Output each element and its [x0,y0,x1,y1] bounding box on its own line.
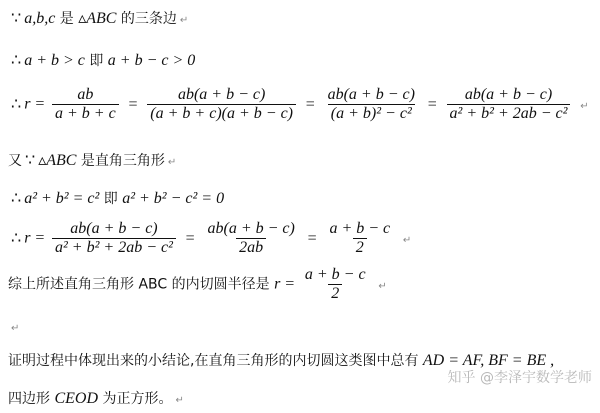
text: 证明过程中体现出来的小结论,在直角三角形的内切圆这类图中总有 [8,353,423,369]
fraction: $\frac{ab(a + b - c)}{(a + b + c)(a + b - c)}$ [147,86,296,123]
text: 即 [84,53,108,69]
return-mark-icon: ↵ [580,100,589,112]
return-mark-icon: ↵ [11,323,20,334]
therefore-symbol: ∴ [11,52,22,69]
text: 即 [99,191,123,207]
line-10 [8,388,184,411]
equalities: AD = AF, BF = BE , [422,352,555,369]
line-4 [8,150,176,173]
return-mark-icon: ↵ [175,395,184,406]
fraction: $\frac{ab(a + b - c)}{2ab}$ [207,220,295,256]
line-7 [8,266,387,303]
triangle-abc: ▵ABC [38,152,77,169]
fraction: $\frac{ab(a + b - c)}{\text{a² + b² + 2ab − c²}}$ [52,220,176,257]
therefore-symbol: ∴ [11,95,22,113]
text: 的三条边 [116,11,177,27]
lhs: r = [24,95,46,113]
line-8-empty [8,316,19,339]
line-1 [8,8,188,31]
text: 四边形 [8,391,55,407]
line-5 [8,188,224,209]
inequality: a + b > c [24,52,85,69]
line-2 [8,50,195,71]
fraction: $\frac{a + b - c}{2}$ [329,220,391,256]
equation: a² + b² − c² = 0 [122,190,225,207]
lhs: r = [24,229,46,247]
text: 是直角三角形 [76,153,165,169]
sides-abc: a,b,c [24,10,56,27]
line-6: ∴ r = $\frac{ab(a + b - c)}{\text{a² + b² + 2ab − c²}}$ = $\frac{ab(a + b - c)}{2ab}$ = $\frac{a + b - c}{2}$ ↵ [11,220,412,256]
therefore-symbol: ∴ [11,190,22,207]
return-mark-icon: ↵ [378,280,387,292]
text: 又 [8,153,22,169]
text: 是 [55,11,79,27]
because-symbol: ∵ [11,10,22,27]
fraction: $\frac{ab(a + b - c)}{\text{(a + b)² − c²}}$ [327,86,415,122]
lhs: r = [274,275,296,293]
return-mark-icon: ↵ [167,157,177,168]
fraction: $\frac{ab(a + b - c)}{\text{a² + b² + 2ab − c²}}$ [447,86,571,123]
equation: a² + b² = c² [24,190,100,207]
fraction: $\frac{a + b - c}{2}$ [304,266,366,302]
watermark: 知乎 @李泽宇数学老师 [447,370,592,386]
triangle-abc: ▵ABC [78,10,117,27]
because-symbol: ∵ [25,152,36,169]
return-mark-icon: ↵ [179,15,189,26]
quadrilateral-name: CEOD [54,390,99,407]
return-mark-icon: ↵ [402,234,412,246]
line-3: ∴ r = $\frac{ab}{a + b + c}$ = $\frac{ab(a + b - c)}{(a + b + c)(a + b - c)}$ = $\frac{ab(a + b - c)}{\text{(a + b)² − c²}}$ = $\frac{ab(a + b - c)}{\text{a² + b² + 2ab − c²}}$ ↵ [11,86,589,122]
fraction: $\frac{ab}{a + b + c}$ [52,86,119,123]
inequality: a + b − c > 0 [107,52,196,69]
text: 为正方形。 [98,391,173,407]
therefore-symbol: ∴ [11,229,22,247]
conclusion-text: 综上所述直角三角形 ABC 的内切圆半径是 [8,276,275,293]
